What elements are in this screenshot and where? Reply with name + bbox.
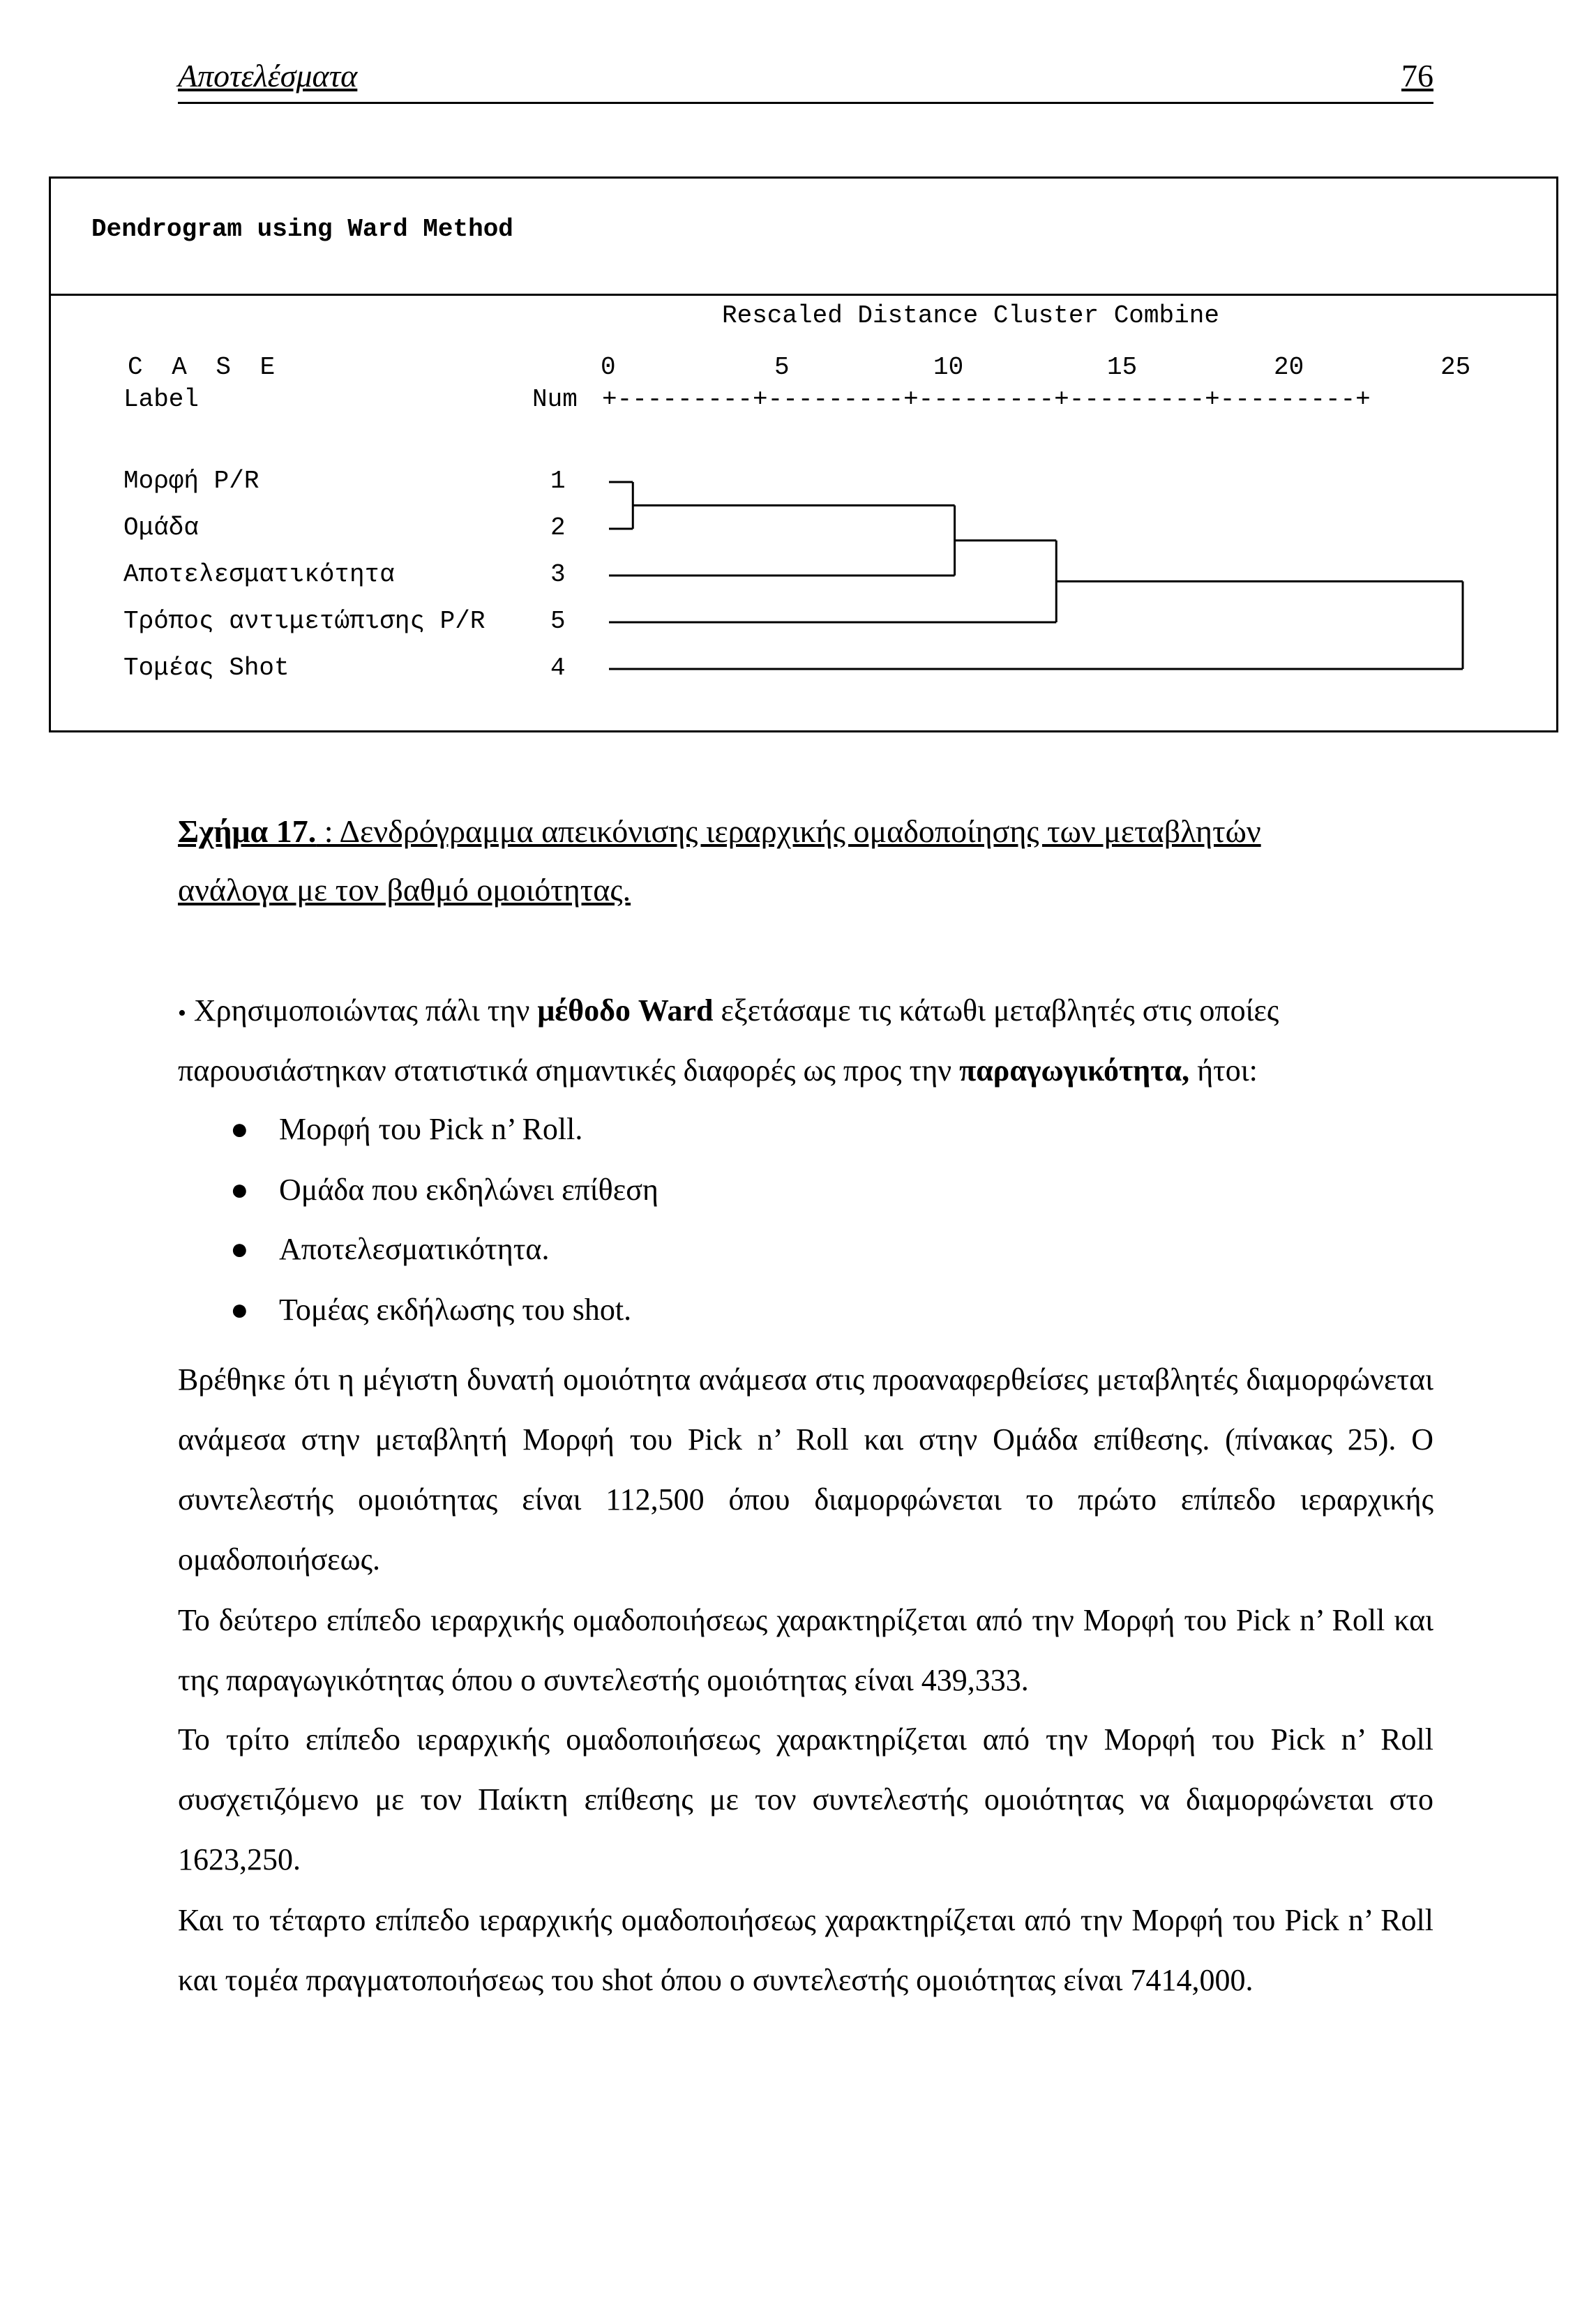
intro-text: ήτοι: [1189, 1053, 1258, 1088]
intro-text: Χρησιμοποιώντας πάλι την [186, 993, 538, 1028]
dendrogram-title: Dendrogram using Ward Method [91, 215, 513, 243]
intro-text: παρουσιάστηκαν στατιστικά σημαντικές διαφορές ως προς την [178, 1053, 960, 1088]
num-header: Num [532, 385, 578, 414]
leaf-num: 1 [550, 467, 566, 495]
leaf-label: Τομέας Shot [123, 654, 289, 682]
leaf-num: 2 [550, 513, 566, 542]
tick-label: 25 [1440, 353, 1471, 382]
intro-line-1 [178, 993, 1433, 1028]
paragraph-4: Και το τέταρτο επίπεδο ιεραρχικής ομαδοποιήσεως χαρακτηρίζεται από την Μορφή του Pick n’ Roll και τομέα πραγματοποιήσεως του shot όπου ο συντελεστής ομοιότητας είναι 7414,000. [178, 1903, 1433, 1997]
case-header: C A S E [128, 353, 283, 382]
list-item [230, 1231, 549, 1267]
tick-label: 0 [601, 353, 616, 382]
scale-ruler: +---------+---------+---------+---------+---------+ [602, 385, 1371, 414]
paragraph-1: Βρέθηκε ότι η μέγιστη δυνατή ομοιότητα ανάμεσα στις προαναφερθείσες μεταβλητές διαμορφώνεται ανάμεσα στην μεταβλητή Μορφή του Pick n’ Roll και στην Ομάδα επίθεσης. (πίνακας 25). Ο συντελεστής ομοιότητας είναι 112,500 όπου διαμορφώνεται το πρώτο επίπεδο ιεραρχικής ομαδοποιήσεως. [178, 1362, 1433, 1577]
paragraph-2: Το δεύτερο επίπεδο ιεραρχικής ομαδοποιήσεως χαρακτηρίζεται από την Μορφή του Pick n’ Roll και της παραγωγικότητας όπου ο συντελεστής ομοιότητας είναι 439,333. [178, 1603, 1433, 1697]
dendrogram-figure [49, 176, 1558, 732]
key-term: παραγωγικότητα, [959, 1053, 1190, 1088]
axis-title: Rescaled Distance Cluster Combine [722, 301, 1219, 330]
list-item-text: Μορφή του Pick n’ Roll. [279, 1112, 583, 1146]
list-item-text: Αποτελεσματικότητα. [279, 1232, 550, 1266]
bullet-icon: ● [230, 1232, 249, 1266]
intro-line-2 [178, 1053, 1433, 1088]
tick-label: 10 [933, 353, 964, 382]
leaf-num: 5 [550, 607, 566, 635]
list-item-text: Τομέας εκδήλωσης του shot. [279, 1293, 632, 1327]
tick-label: 5 [774, 353, 790, 382]
leaf-num: 3 [550, 560, 566, 589]
list-item [230, 1292, 631, 1328]
tick-label: 15 [1107, 353, 1138, 382]
page-header [178, 56, 1433, 104]
bullet-icon: ● [230, 1173, 249, 1207]
dendrogram-tree [51, 179, 1556, 730]
bullet-icon: ● [230, 1293, 249, 1327]
bullet-icon: • [178, 1000, 186, 1026]
leaf-num: 4 [550, 654, 566, 682]
tick-label: 20 [1274, 353, 1304, 382]
leaf-label: Τρόπος αντιμετώπισης P/R [123, 607, 485, 635]
label-header: Label [123, 385, 200, 414]
list-item-text: Ομάδα που εκδηλώνει επίθεση [279, 1173, 658, 1207]
list-item [230, 1111, 582, 1147]
method-name: μέθοδο Ward [537, 993, 714, 1028]
figure-caption [178, 802, 1433, 919]
caption-line-2: ανάλογα με τον βαθμό ομοιότητας. [178, 872, 631, 908]
leaf-label: Αποτελεσματικότητα [123, 560, 395, 589]
figure-label: Σχήμα 17. [178, 813, 317, 849]
section-title: Αποτελέσματα [178, 58, 358, 93]
leaf-label: Ομάδα [123, 513, 200, 542]
list-item [230, 1172, 658, 1208]
caption-line-1: : Δενδρόγραμμα απεικόνισης ιεραρχικής ομαδοποίησης των μεταβλητών [316, 813, 1261, 849]
paragraph-3: Το τρίτο επίπεδο ιεραρχικής ομαδοποιήσεως χαρακτηρίζεται από την Μορφή του Pick n’ Roll συσχετιζόμενο με τον Παίκτη επίθεσης με τον συντελεστής ομοιότητας να διαμορφώνεται στο 1623,250. [178, 1722, 1433, 1876]
intro-text: εξετάσαμε τις κάτωθι μεταβλητές στις οποίες [713, 993, 1279, 1028]
bullet-icon: ● [230, 1112, 249, 1146]
page-number: 76 [1401, 58, 1433, 93]
leaf-label: Μορφή P/R [123, 467, 259, 495]
